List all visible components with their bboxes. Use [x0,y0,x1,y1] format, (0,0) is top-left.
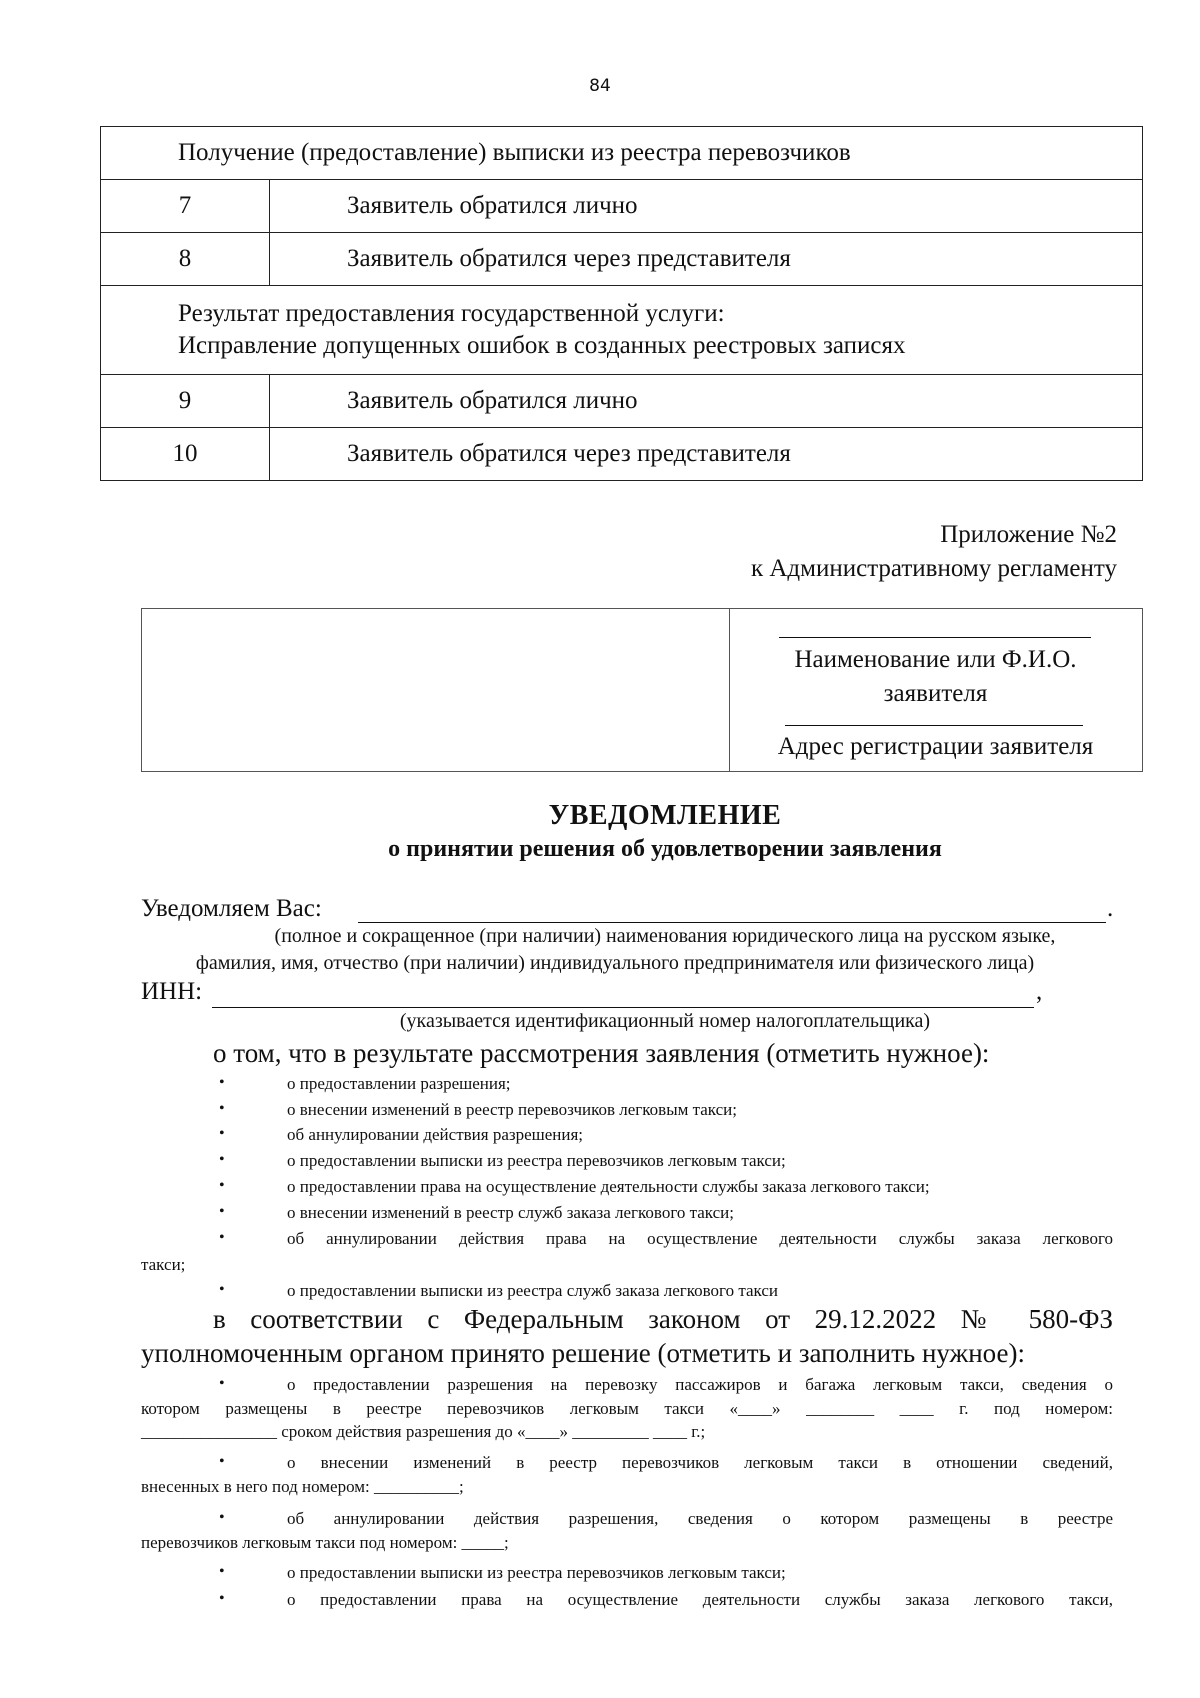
decision-text: об аннулировании действия разрешения, сведения о котором размещены в реестре [287,1509,1113,1528]
law-line2: уполномоченным органом принято решение (отметить и заполнить нужное): [141,1338,1025,1368]
list-item-text: о внесении изменений в реестр служб заказа легкового такси; [287,1203,735,1222]
addressee-blank-area [142,609,730,771]
bullet: • [219,1281,225,1298]
inn-blank-line [212,1007,1034,1008]
bullet: • [219,1100,225,1117]
notice-subtitle: о принятии решения об удовлетворении заявления [388,836,942,862]
table-section-header [101,127,1143,180]
list-item-text: об аннулировании действия разрешения; [287,1125,584,1144]
table-row [101,375,1143,428]
bullet: • [219,1074,225,1091]
list-item-text: об аннулировании действия права на осуществление деятельности службы заказа легкового [287,1229,1113,1248]
row-text: Заявитель обратился через представителя [270,428,1143,481]
services-table [100,126,1143,481]
row-number: 9 [101,375,270,428]
section1-header-cell: Получение (предоставление) выписки из реестра перевозчиков [101,127,1143,180]
decision-text: о внесении изменений в реестр перевозчиков легковым такси в отношении сведений, [287,1453,1113,1472]
decision-text: о предоставлении выписки из реестра перевозчиков легковым такси; [287,1563,786,1582]
row-number: 8 [101,233,270,286]
page-number: 84 [589,76,611,96]
address-blank-line [785,725,1083,726]
notify-blank-line [358,922,1106,923]
bullet: • [219,1229,225,1246]
name-blank-line [779,637,1091,638]
name-label-line2: заявителя [883,680,988,707]
notify-hint-line1: (полное и сокращенное (при наличии) наименования юридического лица на русском языке, [274,925,1056,947]
bullet: • [219,1125,225,1142]
notify-end: . [1107,895,1114,922]
name-label-line1: Наименование или Ф.И.О. [794,646,1077,673]
bullet: • [219,1590,225,1607]
appendix-heading [751,518,1117,586]
section2-header-line2: Исправление допущенных ошибок в созданных реестровых записях [178,332,906,359]
addressee-box [141,608,1143,772]
bullet: • [219,1453,225,1470]
table-row [101,180,1143,233]
decision-text: о предоставлении разрешения на перевозку пассажиров и багажа легковым такси, сведения о [287,1375,1113,1394]
bullet: • [219,1203,225,1220]
row-text: Заявитель обратился лично [270,375,1143,428]
inn-label: ИНН: [141,978,203,1005]
address-label: Адрес регистрации заявителя [777,733,1094,760]
decision-text: о предоставлении права на осуществление деятельности службы заказа легкового такси, [287,1590,1113,1609]
bullet: • [219,1375,225,1392]
list-item-text: о предоставлении выписки из реестра служб заказа легкового такси [287,1281,779,1300]
name-label [729,643,1142,711]
law-line1: в соответствии с Федеральным законом от 29.12.2022 № 580-ФЗ [213,1304,1113,1334]
list-item-continuation: такси; [141,1255,186,1274]
section2-header-cell [101,286,1143,375]
bullet: • [219,1177,225,1194]
list-item-text: о предоставлении разрешения; [287,1074,511,1093]
addressee-fields [729,609,1142,771]
list-item-text: о предоставлении права на осуществление деятельности службы заказа легкового такси; [287,1177,930,1196]
section2-header-line1: Результат предоставления государственной услуги: [178,300,725,327]
appendix-line2: к Административному регламенту [750,555,1117,582]
row-number: 7 [101,180,270,233]
notify-label: Уведомляем Вас: [141,895,322,922]
list-item-text: о внесении изменений в реестр перевозчиков легковым такси; [287,1100,738,1119]
notice-title: УВЕДОМЛЕНИЕ [548,800,782,831]
bullet: • [219,1563,225,1580]
table-row [101,428,1143,481]
appendix-line1: Приложение №2 [940,521,1117,548]
row-number: 10 [101,428,270,481]
decision-text-cont: котором размещены в реестре перевозчиков легковым такси «____» ________ ____ г. под номером: [141,1399,1113,1418]
row-text: Заявитель обратился через представителя [270,233,1143,286]
bullet: • [219,1151,225,1168]
bullet: • [219,1509,225,1526]
inn-hint: (указывается идентификационный номер налогоплательщика) [399,1010,931,1032]
list-item-text: о предоставлении выписки из реестра перевозчиков легковым такси; [287,1151,786,1170]
table-row [101,233,1143,286]
decision-text-cont: ________________ сроком действия разрешения до «____» _________ ____ г.; [141,1422,706,1441]
about-intro: о том, что в результате рассмотрения заявления (отметить нужное): [213,1038,990,1068]
table-section-header [101,286,1143,375]
decision-text-cont: внесенных в него под номером: __________; [141,1477,464,1496]
notify-hint-line2: фамилия, имя, отчество (при наличии) индивидуального предпринимателя или физического лица) [195,952,1035,974]
row-text: Заявитель обратился лично [270,180,1143,233]
decision-text-cont: перевозчиков легковым такси под номером: _____; [141,1533,509,1552]
inn-end: , [1036,978,1043,1005]
